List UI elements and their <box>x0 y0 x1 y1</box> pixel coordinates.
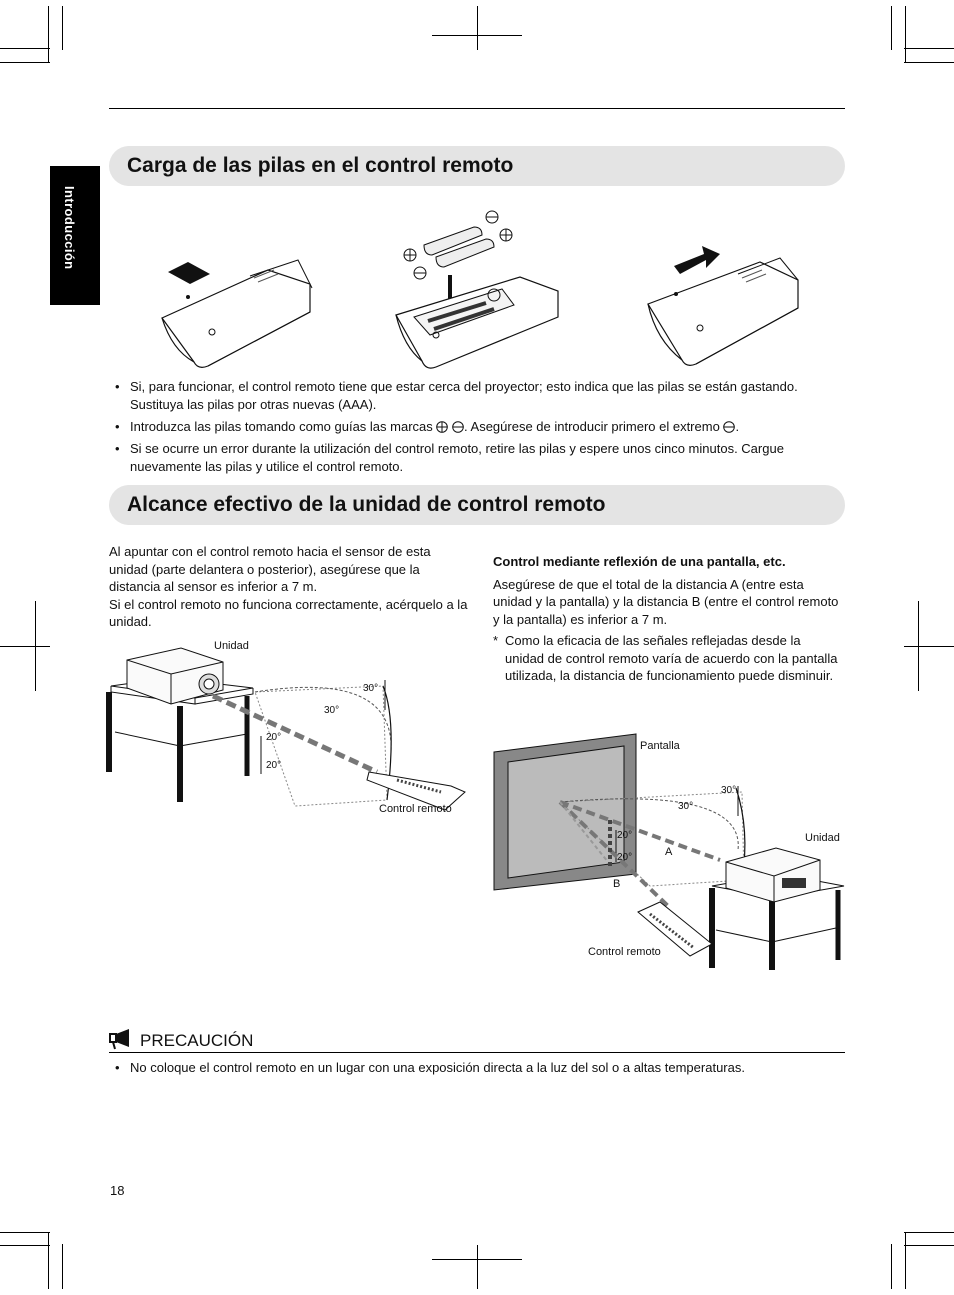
direct-range-diagram <box>105 640 475 820</box>
section-banner-range <box>109 485 845 525</box>
range-right-text <box>493 553 843 685</box>
left-angle-h2: 30° <box>324 705 340 716</box>
left-angle-h1: 30° <box>363 683 379 694</box>
left-unit-label: Unidad <box>214 640 249 652</box>
list-item: • Introduzca las pilas tomando como guías las marcas . Asegúrese de introducir primero el extremo . <box>115 419 740 434</box>
right-unit-label: Unidad <box>805 832 840 844</box>
reflection-note: * Como la eficacia de las señales reflejadas desde la unidad de control remoto varía de acuerdo con la pantalla utilizada, la distancia de funcionamiento puede disminuir. <box>493 633 838 683</box>
right-angle-v2: 20° <box>617 852 633 863</box>
section-title-batteries: Carga de las pilas en el control remoto <box>127 154 514 177</box>
range-intro-paragraph: Al apuntar con el control remoto hacia el sensor de esta unidad (parte delantera o posterior), asegúrese que la distancia al sensor es inferior a 7 m. <box>109 544 431 594</box>
right-angle-h2: 30° <box>678 801 694 812</box>
screen-label: Pantalla <box>640 740 680 752</box>
section-banner-batteries <box>109 146 845 186</box>
caution-bullets <box>115 1059 850 1081</box>
side-tab-label: Introducción <box>62 186 77 270</box>
left-angle-v2: 20° <box>266 760 282 771</box>
distance-b-label: B <box>613 878 621 890</box>
list-item: • Si, para funcionar, el control remoto tiene que estar cerca del proyector; esto indica que las pilas se están gastando. Sustituya las pilas por otras nuevas (AAA). <box>115 379 798 412</box>
caution-title: PRECAUCIÓN <box>140 1031 254 1050</box>
list-item: • No coloque el control remoto en un lugar con una exposición directa a la luz del sol o a altas temperaturas. <box>115 1060 745 1075</box>
range-left-text <box>109 543 469 631</box>
battery-illustration-insert <box>390 205 565 373</box>
section-side-tab <box>50 166 100 305</box>
left-remote-label: Control remoto <box>379 803 452 815</box>
list-item: • Si se ocurre un error durante la utilización del control remoto, retire las pilas y espere unos cinco minutos. Cargue nuevamente las pilas y utilice el control remoto. <box>115 441 784 474</box>
page-number: 18 <box>110 1183 125 1198</box>
right-angle-h1: 30° <box>721 785 737 796</box>
battery-illustration-close <box>640 240 810 375</box>
battery-bullets <box>115 378 850 480</box>
left-angle-v1: 20° <box>266 732 282 743</box>
minus-polarity-icon <box>452 421 464 433</box>
section-title-range: Alcance efectivo de la unidad de control remoto <box>127 493 606 516</box>
battery-illustration-open <box>150 240 320 375</box>
right-angle-v1: 20° <box>617 830 633 841</box>
header-rule <box>109 108 845 109</box>
reflection-heading: Control mediante reflexión de una pantalla, etc. <box>493 554 786 569</box>
plus-polarity-icon <box>436 421 448 433</box>
distance-a-label: A <box>665 846 673 858</box>
reflection-paragraph: Asegúrese de que el total de la distancia A (entre esta unidad y la pantalla) y la distancia B (entre el control remoto y la pantalla) es inferior a 7 m. <box>493 576 839 627</box>
right-remote-label: Control remoto <box>588 946 661 958</box>
minus-polarity-icon <box>723 421 735 433</box>
range-advice-paragraph: Si el control remoto no funciona correctamente, acérquelo a la unidad. <box>109 596 468 629</box>
note-asterisk: * <box>493 633 499 648</box>
megaphone-icon <box>109 1028 135 1050</box>
caution-rule <box>109 1052 845 1053</box>
